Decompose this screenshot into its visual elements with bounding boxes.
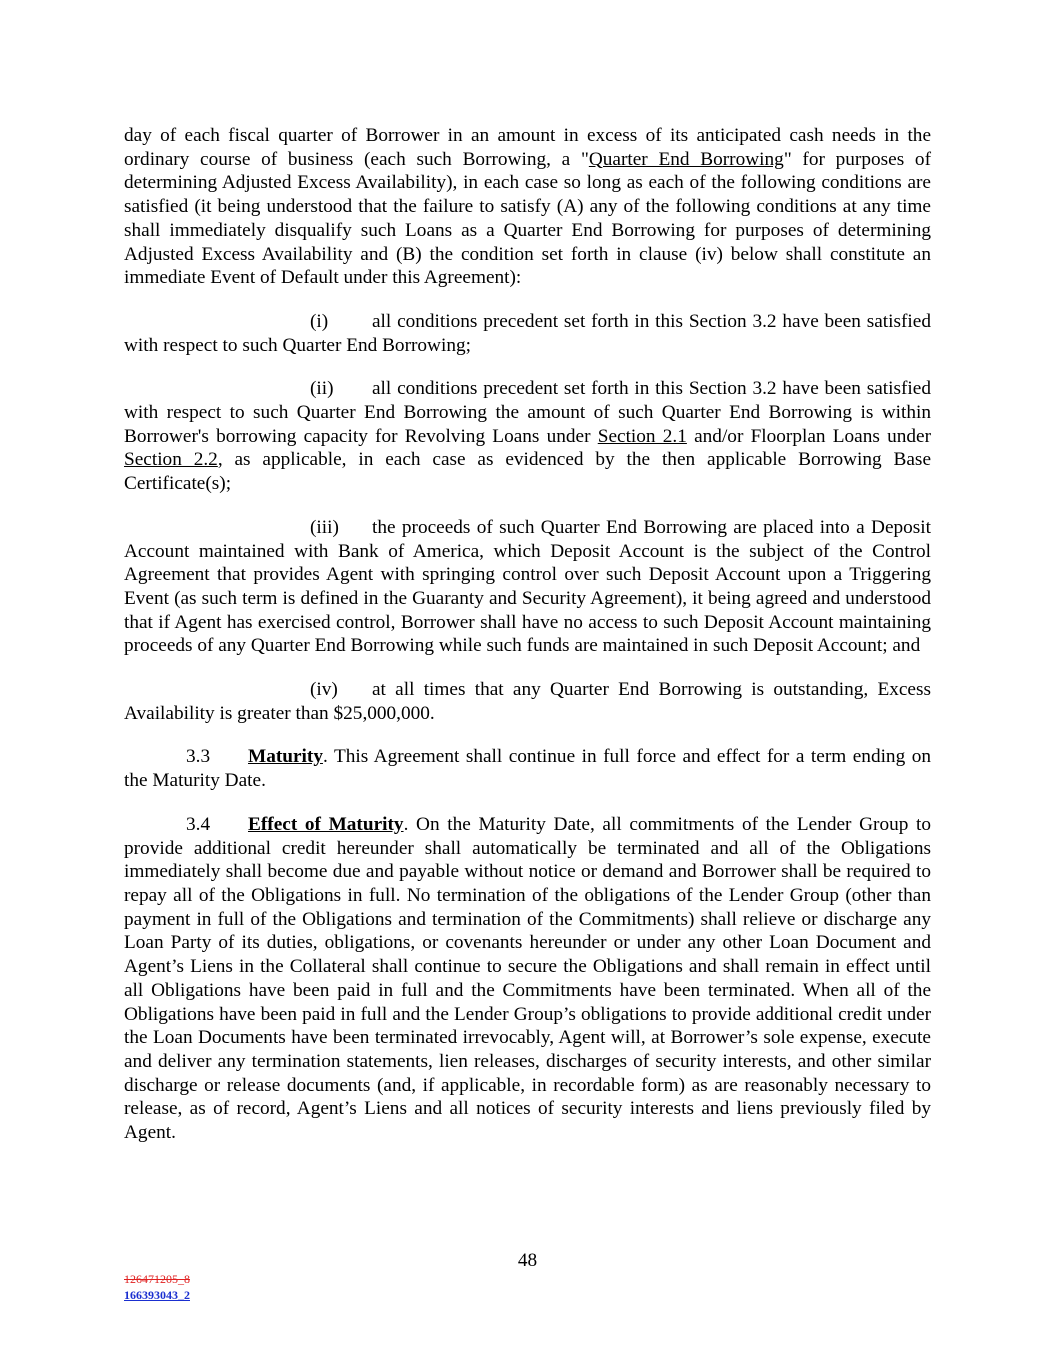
document-body (124, 124, 931, 1145)
deleted-document-id: 126471205_8 (124, 1272, 190, 1286)
clause-text: and/or Floorplan Loans under (686, 425, 931, 447)
section-title: Maturity (248, 746, 323, 768)
intro-text-2: " for purposes of determining Adjusted Excess Availability), in each case so long as each of the following conditions are satisfied (it being understood that the failure to satisfy (A) any of the following conditions at any time shall immediately disqualify such Loans as a Quarter End Borrowing for purposes of determining Adjusted Excess Availability and (B) the condition set forth in clause (iv) below shall constitute an immediate Event of Default under this Agreement): (124, 148, 931, 289)
section-3-4 (124, 813, 931, 1145)
section-3-3 (124, 745, 931, 792)
clause-i (124, 310, 931, 357)
inserted-document-id: 166393043_2 (124, 1288, 190, 1302)
page-number: 48 (517, 1250, 538, 1271)
clause-number: (i) (310, 310, 329, 332)
section-text: . This Agreement shall continue in full force and effect for a term ending on the Maturity Date. (124, 746, 931, 792)
section-text: . On the Maturity Date, all commitments of the Lender Group to provide additional credit hereunder shall automatically be terminated and all of the Obligations immediately shall become due and payable without notice or demand and Borrower shall be required to repay all of the Obligations in full. No termination of the obligations of the Lender Group (other than payment in full of the Obligations and termination of the Commitments) shall relieve or discharge any Loan Party of its duties, obligations, or covenants hereunder or under any other Loan Document and Agent’s Liens in the Collateral shall continue to secure the Obligations and shall remain in effect until all Obligations have been paid in full and the Commitments have been terminated. When all of the Obligations have been paid in full and the Lender Group’s obligations to provide additional credit under the Loan Documents have been terminated irrevocably, Agent will, at Borrower’s sole expense, execute and deliver any termination statements, lien releases, discharges of security interests, and other similar discharge or release documents (and, if applicable, in recordable form) as are reasonably necessary to release, as of record, Agent’s Liens and all notices of security interests and liens previously filed by Agent. (124, 813, 932, 1144)
quarter-end-borrowing-term: Quarter End Borrowing (588, 148, 784, 170)
section-title: Effect of Maturity (248, 813, 404, 835)
clause-iii (124, 516, 931, 658)
intro-paragraph (124, 124, 931, 290)
clause-iv (124, 678, 931, 725)
intro-text-1: day of each fiscal quarter of Borrower in an amount in excess of its anticipated cash needs in the ordinary course of business (each such Borrowing, a " (124, 125, 931, 170)
section-2-1-reference: Section 2.1 (597, 425, 687, 447)
clause-number: (ii) (310, 378, 334, 400)
clause-ii (124, 377, 931, 496)
clause-text: all conditions precedent set forth in this Section 3.2 have been satisfied with respect to such Quarter End Borrowing; (124, 310, 931, 356)
clause-text: at all times that any Quarter End Borrowing is outstanding, Excess Availability is greater than $25,000,000. (124, 679, 931, 724)
clause-text: all conditions precedent set forth in this Section 3.2 have been satisfied with respect to such Quarter End Borrowing the amount of such Quarter End Borrowing is within Borrower's borrowing capacity for Revolving Loans under (124, 378, 931, 447)
clause-text: the proceeds of such Quarter End Borrowing are placed into a Deposit Account maintained with Bank of America, which Deposit Account is the subject of the Control Agreement that provides Agent with springing control over such Deposit Account upon a Triggering Event (as such term is defined in the Guaranty and Security Agreement), it being agreed and understood that if Agent has exercised control, Borrower shall have no access to such Deposit Account maintaining proceeds of any Quarter End Borrowing while such funds are maintained in such Deposit Account; and (124, 516, 931, 657)
clause-number: (iv) (310, 679, 338, 701)
clause-number: (iii) (310, 516, 339, 538)
clause-text: , as applicable, in each case as evidenced by the then applicable Borrowing Base Certificate(s); (124, 449, 931, 495)
section-number: 3.3 (186, 746, 211, 768)
section-2-2-reference: Section 2.2 (124, 449, 218, 471)
section-number: 3.4 (186, 813, 211, 835)
